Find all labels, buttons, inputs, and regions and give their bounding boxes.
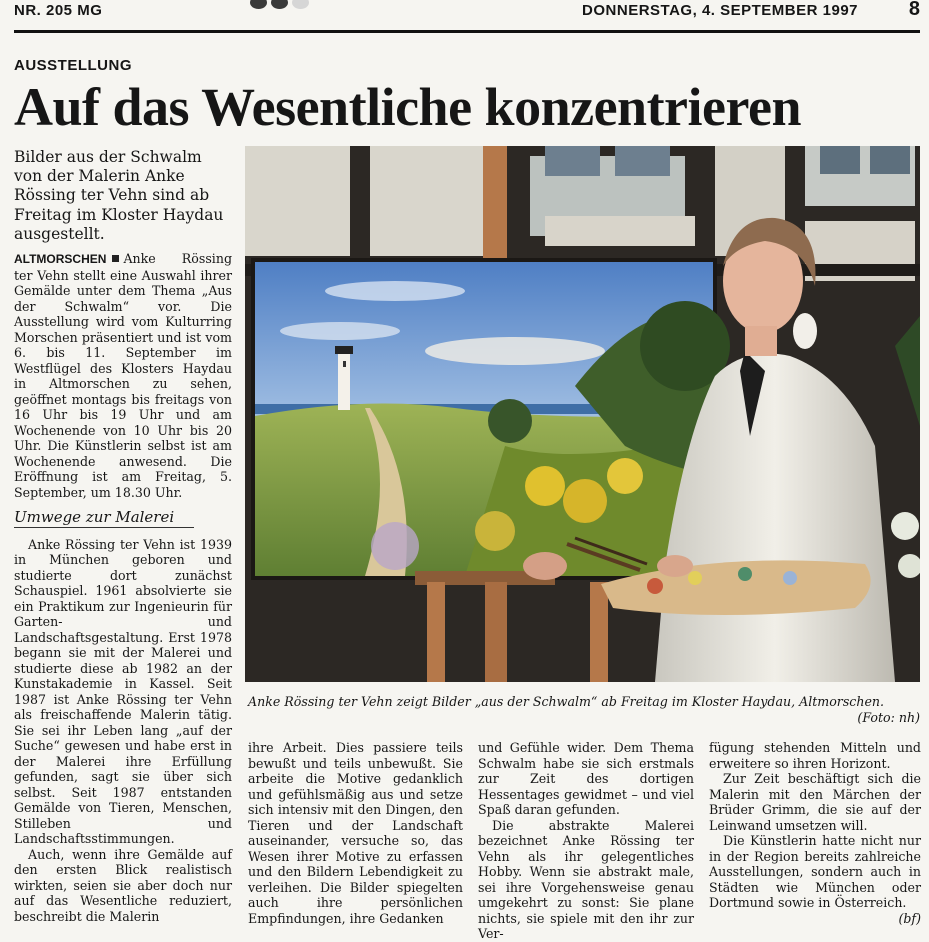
paragraph: Auch, wenn ihre Gemälde auf den ersten Blick realistisch wirkten, seien sie aber doch nur auf das Wesentliche reduziert, beschreibt die Malerin	[14, 846, 232, 924]
paragraph: und Gefühle wider. Dem Thema Schwalm habe sie sich erstmals zur Zeit des dortigen Hessentages gewidmet – und viel Spaß daran gefunden.	[478, 740, 694, 817]
text-column-2	[248, 740, 463, 926]
headline: Auf das Wesentliche konzentrieren	[14, 77, 801, 137]
subheading-rule	[14, 527, 194, 528]
page-number: 8	[908, 0, 920, 20]
paragraph: fügung stehenden Mitteln und erweitere so ihren Horizont.	[709, 740, 921, 771]
dateline: ALTMORSCHEN	[14, 252, 107, 266]
photo-painter-at-easel	[245, 146, 920, 682]
dateline-square-icon	[112, 255, 119, 262]
page-header	[14, 0, 920, 30]
author-initials: (bf)	[898, 910, 921, 926]
article-photo	[245, 146, 920, 682]
subheading: Umwege zur Malerei	[14, 508, 175, 526]
text-column-1	[14, 251, 232, 924]
text-column-4	[709, 740, 921, 926]
photo-credit: (Foto: nh)	[857, 709, 920, 725]
issue-date: DONNERSTAG, 4. SEPTEMBER 1997	[582, 2, 858, 19]
paragraph: ihre Arbeit. Dies passiere teils bewußt und teils unbewußt. Sie arbeite die Motive gedanklich und gefühlsmäßig aus und setze sich intensiv mit den Dingen, den Tieren und der Landschaft auseinander, versuche so, das Wesen ihrer Motive zu erfassen und den Bildern Lebendigkeit zu verleihen. Die Bilder spiegelten auch ihre persönlichen Empfindungen, ihre Gedanken	[248, 740, 463, 926]
header-dots-ornament	[250, 0, 313, 13]
text-column-3	[478, 740, 694, 942]
teaser: Bilder aus der Schwalm von der Malerin Anke Rössing ter Vehn sind ab Freitag im Kloster Haydau ausgestellt.	[14, 148, 224, 243]
issue-number: NR. 205 MG	[14, 2, 103, 19]
photo-caption	[248, 694, 920, 725]
paragraph: Die Künstlerin hatte nicht nur in der Region bereits zahlreiche Ausstellungen, sondern auch in Städten wie München oder Dortmund sowie in Österreich. (bf)	[709, 833, 921, 926]
paragraph: Die abstrakte Malerei bezeichnet Anke Rössing ter Vehn als ihr gelegentliches Hobby. Wenn sie abstrakt male, sei ihre Vorgehensweise genau umgekehrt zu sonst: Sie plane nichts, sie spiele mit den ihr zur Ver-	[478, 817, 694, 941]
header-rule	[14, 30, 920, 33]
paragraph: Zur Zeit beschäftigt sich die Malerin mit den Märchen der Brüder Grimm, die sie auf der Leinwand umsetzen will.	[709, 771, 921, 833]
paragraph: Anke Rössing ter Vehn ist 1939 in München geboren und studierte dort zunächst Schauspiel. 1961 absolvierte sie ein Praktikum zur Ingenieurin für Garten- und Landschaftsgestaltung. Erst 1978 begann sie mit der Malerei und studierte diese ab 1982 an der Kunstakademie in Kassel. Seit 1987 ist Anke Rössing ter Vehn als freischaffende Malerin tätig. Sie sei ihr Leben lang „auf der Suche“ gewesen und habe erst in der Malerei ihre Erfüllung gefunden, sagt sie über sich selbst. Seit 1987 entstanden Gemälde von Tieren, Menschen, Stilleben und Landschaftsstimmungen.	[14, 536, 232, 846]
caption-text: Anke Rössing ter Vehn zeigt Bilder „aus der Schwalm“ ab Freitag im Kloster Haydau, Altmorschen.	[248, 694, 885, 709]
lead-paragraph: ALTMORSCHEN Anke Rössing ter Vehn stellt eine Auswahl ihrer Gemälde unter dem Thema „Aus der Schwalm“ vor. Die Ausstellung wird vom Kulturring Morschen präsentiert und ist vom 6. bis 11. September im Westflügel des Klosters Haydau in Altmorschen zu sehen, geöffnet montags bis freitags von 16 Uhr bis 19 Uhr und am Wochenende von 10 Uhr bis 20 Uhr. Die Künstlerin selbst ist am Wochenende anwesend. Die Eröffnung ist am Freitag, 5. September, um 18.30 Uhr.	[14, 251, 232, 500]
section-label: AUSSTELLUNG	[14, 57, 132, 74]
